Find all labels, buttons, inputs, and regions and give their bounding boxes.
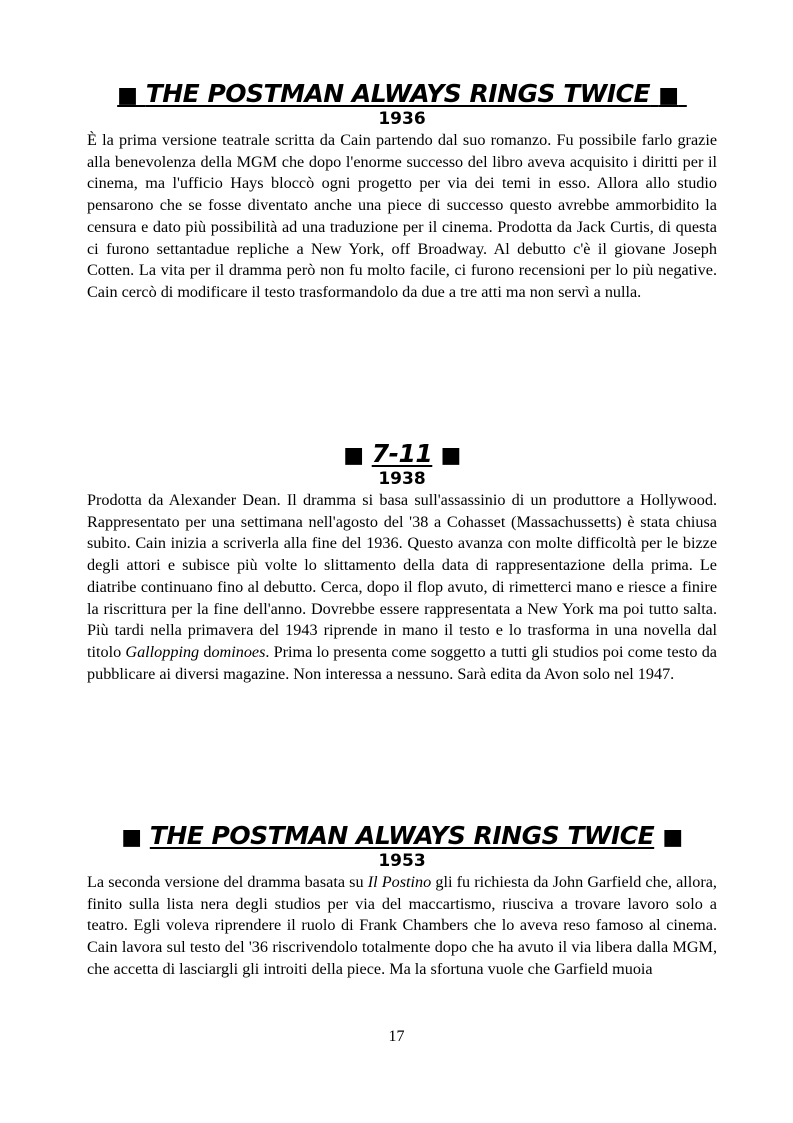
section-title: ■ THE POSTMAN ALWAYS RINGS TWICE ■ bbox=[117, 79, 679, 108]
page-number: 17 bbox=[388, 1028, 405, 1045]
section-postman-1936 bbox=[87, 78, 717, 304]
section-year: 1936 bbox=[378, 109, 426, 129]
section-title: ■ THE POSTMAN ALWAYS RINGS TWICE ■ bbox=[121, 821, 683, 850]
bullet-icon: ■ bbox=[658, 83, 679, 108]
section-7-11 bbox=[87, 438, 717, 685]
bullet-icon: ■ bbox=[440, 443, 461, 468]
section-year: 1953 bbox=[378, 851, 426, 871]
section-year: 1938 bbox=[378, 469, 426, 489]
section-postman-1953 bbox=[87, 820, 717, 981]
bullet-icon: ■ bbox=[121, 825, 142, 850]
section-body: La seconda versione del dramma basata su Il Postino gli fu richiesta da John Garfield che, allora, finito sulla lista nera degli studios per via del maccartismo, riusciva a trovare lavoro solo a teatro. Egli voleva riprendere il ruolo di Frank Chambers che lo aveva reso famoso al cinema. Cain lavora sul testo del '36 riscrivendolo totalmente dopo che ha avuto il via libera dalla MGM, che accetta di lasciargli gli introiti della piece. Ma la sfortuna vuole che Garfield muoia bbox=[87, 873, 717, 978]
bullet-icon: ■ bbox=[343, 443, 364, 468]
bullet-icon: ■ bbox=[662, 825, 683, 850]
bullet-icon: ■ bbox=[117, 83, 138, 108]
section-body: Prodotta da Alexander Dean. Il dramma si basa sull'assassinio di un produttore a Hollywood. Rappresentato per una settimana nell'agosto del '38 a Cohasset (Massachussetts) è stata chiusa subito. Cain inizia a scriverla alla fine del 1936. Questo avanza con molte difficoltà per le bizze degli attori e subisce più volte lo slittamento della data di rappresentazione della prima. Le diatribe continuano fino al debutto. Cerca, dopo il flop avuto, di rimetterci mano e riesce a finire la riscrittura per la fine dell'anno. Dovrebbe essere rappresentata a New York ma poi tutto salta. Più tardi nella primavera del 1943 riprende in mano il testo e lo trasforma in una novella dal titolo Gallopping dominoes. Prima lo presenta come soggetto a tutti gli studios poi come testo da pubblicare ai diversi magazine. Non interessa a nessuno. Sarà edita da Avon solo nel 1947. bbox=[87, 491, 717, 683]
section-title: ■ 7-11 ■ bbox=[343, 439, 461, 468]
section-body: È la prima versione teatrale scritta da Cain partendo dal suo romanzo. Fu possibile farlo grazie alla benevolenza della MGM che dopo l'enorme successo del libro aveva acquisito i diritti per il cinema, ma l'ufficio Hays bloccò ogni progetto per via dei temi in esso. Allora allo studio pensarono che se fosse diventato anche una piece di successo questo avrebbe ammorbidito la censura e dato più possibilità ad una traduzione per il cinema. Prodotta da Jack Curtis, di questa ci furono settantadue repliche a New York, off Broadway. Al debutto c'è il giovane Joseph Cotten. La vita per il dramma però non fu molto facile, ci furono recensioni per lo più negative. Cain cercò di modificare il testo trasformandolo da due a tre atti ma non servì a nulla. bbox=[87, 131, 717, 301]
